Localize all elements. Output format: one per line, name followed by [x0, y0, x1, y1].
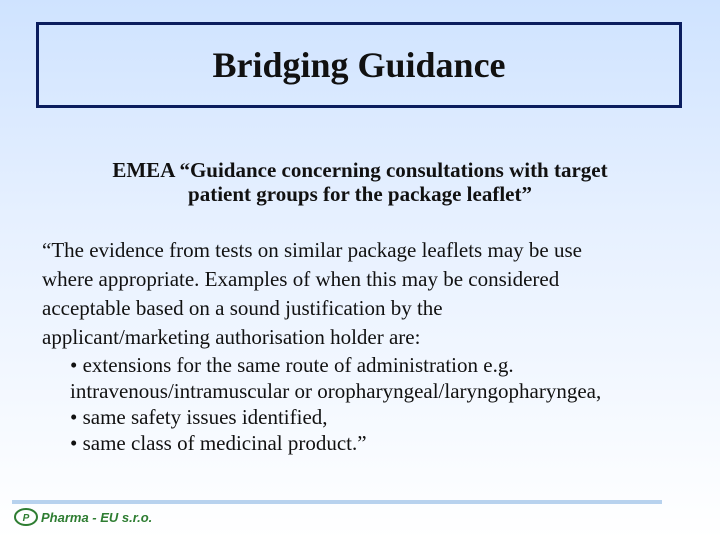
- quote-line-4: applicant/marketing authorisation holder are:: [42, 325, 421, 349]
- guidance-quote: [42, 236, 702, 456]
- bullet-line: • extensions for the same route of administration e.g.: [70, 353, 514, 377]
- bullet-item: [70, 430, 702, 456]
- guidance-subtitle: [40, 158, 680, 206]
- footer-divider: [12, 500, 662, 504]
- bullet-line: • same class of medicinal product.”: [70, 431, 367, 455]
- logo-mark-icon: [14, 508, 38, 526]
- quote-line-3: acceptable based on a sound justification by the: [42, 296, 443, 320]
- title-box: [36, 22, 682, 108]
- subtitle-line-1: EMEA “Guidance concerning consultations with target: [112, 158, 608, 182]
- company-logo: [14, 507, 152, 527]
- subtitle-line-2: patient groups for the package leaflet”: [188, 182, 532, 206]
- slide-title: Bridging Guidance: [212, 45, 506, 85]
- bullet-line: intravenous/intramuscular or oropharyngeal/laryngopharyngea,: [70, 379, 602, 403]
- logo-text: Pharma - EU s.r.o.: [41, 509, 153, 525]
- quote-line-1: “The evidence from tests on similar package leaflets may be use: [42, 238, 582, 262]
- bullet-item: [70, 352, 702, 404]
- svg-text:P: P: [22, 513, 30, 524]
- quote-line-2: where appropriate. Examples of when this may be considered: [42, 267, 560, 291]
- bullet-line: • same safety issues identified,: [70, 405, 328, 429]
- bullet-list: [42, 352, 702, 456]
- bullet-item: [70, 404, 702, 430]
